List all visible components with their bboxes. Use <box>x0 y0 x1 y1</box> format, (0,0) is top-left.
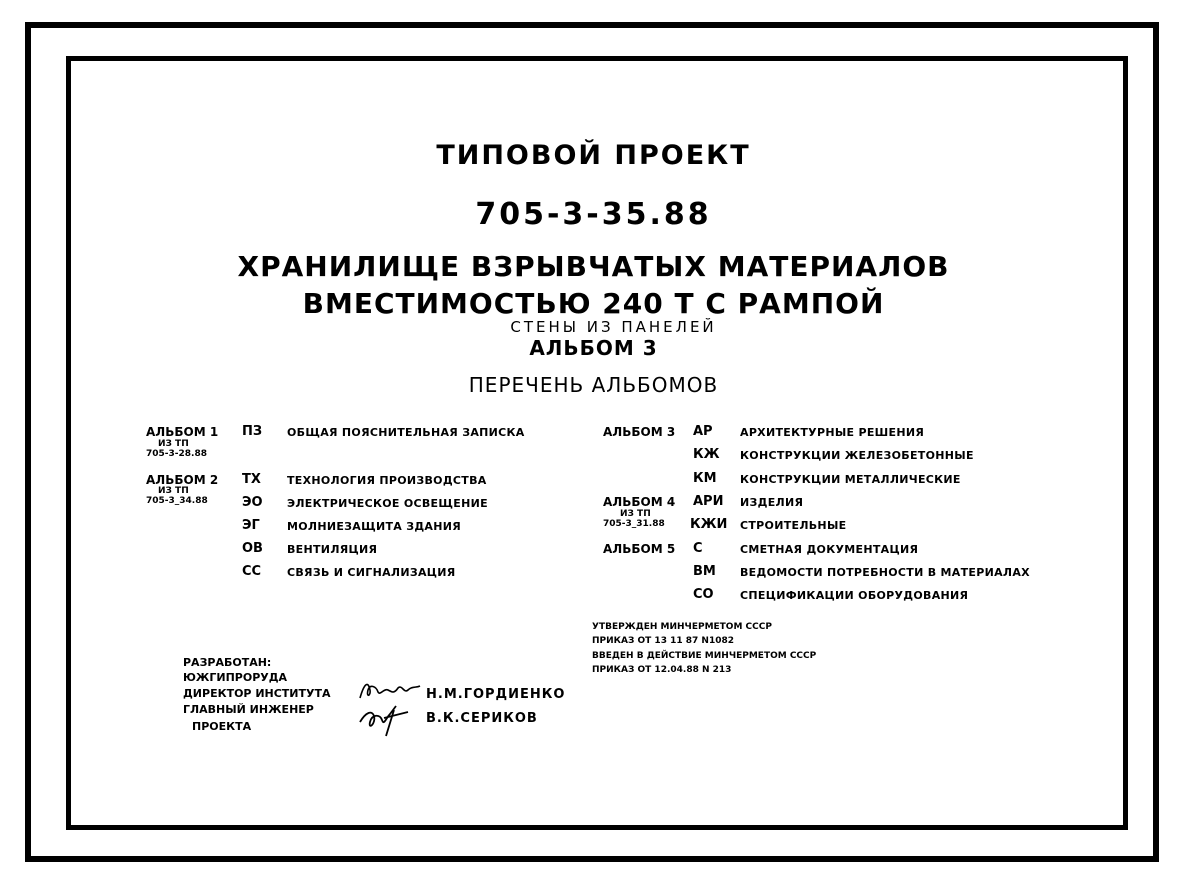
album-ref: 705-3-28.88 <box>146 449 207 459</box>
engineer-signature <box>356 702 412 738</box>
enactment-order: ПРИКАЗ ОТ 12.04.88 N 213 <box>592 665 732 675</box>
project-name-line2: ВМЕСТИМОСТЬЮ 240 Т С РАМПОЙ <box>302 287 885 320</box>
section-code: АР <box>693 424 713 439</box>
section-desc: СВЯЗЬ И СИГНАЛИЗАЦИЯ <box>287 566 456 579</box>
director-signature <box>358 676 424 704</box>
director-name: Н.М.ГОРДИЕНКО <box>426 687 566 702</box>
section-code: ОВ <box>242 541 263 556</box>
director-role: ДИРЕКТОР ИНСТИТУТА <box>183 687 331 700</box>
section-code: ТХ <box>242 472 261 487</box>
section-code: КЖИ <box>690 517 728 532</box>
section-desc: ИЗДЕЛИЯ <box>740 496 804 509</box>
section-desc: МОЛНИЕЗАЩИТА ЗДАНИЯ <box>287 520 462 533</box>
section-code: С <box>693 541 703 556</box>
album-ref: 705-3_31.88 <box>603 519 665 529</box>
section-code: АРИ <box>693 494 724 509</box>
section-code: СС <box>242 564 262 579</box>
section-desc: КОНСТРУКЦИИ МЕТАЛЛИЧЕСКИЕ <box>740 473 961 486</box>
developer-org: ЮЖГИПРОРУДА <box>183 671 288 684</box>
engineer-role-cont: ПРОЕКТА <box>192 720 252 733</box>
engineer-name: В.К.СЕРИКОВ <box>426 711 538 726</box>
approval-line: УТВЕРЖДЕН МИНЧЕРМЕТОМ СССР <box>592 622 772 632</box>
album-ref: 705-3_34.88 <box>146 496 208 506</box>
album-name: АЛЬБОМ 2 <box>146 473 219 487</box>
enactment-line: ВВЕДЕН В ДЕЙСТВИЕ МИНЧЕРМЕТОМ СССР <box>592 651 817 661</box>
section-desc: КОНСТРУКЦИИ ЖЕЛЕЗОБЕТОННЫЕ <box>740 449 974 462</box>
section-desc: АРХИТЕКТУРНЫЕ РЕШЕНИЯ <box>740 426 925 439</box>
section-code: ЭО <box>242 495 263 510</box>
section-desc: СПЕЦИФИКАЦИИ ОБОРУДОВАНИЯ <box>740 589 969 602</box>
section-desc: СТРОИТЕЛЬНЫЕ <box>740 519 847 532</box>
section-desc: ТЕХНОЛОГИЯ ПРОИЗВОДСТВА <box>287 474 487 487</box>
album-from: ИЗ ТП <box>620 509 651 519</box>
section-code: КМ <box>693 471 717 486</box>
section-desc: ЭЛЕКТРИЧЕСКОЕ ОСВЕЩЕНИЕ <box>287 497 488 510</box>
album-from: ИЗ ТП <box>158 486 189 496</box>
section-desc: СМЕТНАЯ ДОКУМЕНТАЦИЯ <box>740 543 919 556</box>
album-name: АЛЬБОМ 3 <box>603 425 676 439</box>
album-name: АЛЬБОМ 1 <box>146 425 219 439</box>
album-label: АЛЬБОМ 3 <box>529 336 658 360</box>
engineer-role: ГЛАВНЫЙ ИНЖЕНЕР <box>183 703 314 716</box>
album-list-heading: ПЕРЕЧЕНЬ АЛЬБОМОВ <box>468 373 719 397</box>
section-desc: ВЕНТИЛЯЦИЯ <box>287 543 378 556</box>
section-desc: ОБЩАЯ ПОЯСНИТЕЛЬНАЯ ЗАПИСКА <box>287 426 525 439</box>
section-code: ЭГ <box>242 518 260 533</box>
album-from: ИЗ ТП <box>158 439 189 449</box>
project-name-line1: ХРАНИЛИЩЕ ВЗРЫВЧАТЫХ МАТЕРИАЛОВ <box>237 250 950 283</box>
section-code: СО <box>693 587 714 602</box>
approval-order: ПРИКАЗ ОТ 13 11 87 N1082 <box>592 636 734 646</box>
section-code: ПЗ <box>242 424 263 439</box>
project-number: 705-3-35.88 <box>475 197 712 232</box>
project-type-title: ТИПОВОЙ ПРОЕКТ <box>436 140 751 171</box>
section-code: КЖ <box>693 447 720 462</box>
developer-label: РАЗРАБОТАН: <box>183 656 272 669</box>
album-name: АЛЬБОМ 5 <box>603 542 676 556</box>
album-name: АЛЬБОМ 4 <box>603 495 676 509</box>
section-code: ВМ <box>693 564 716 579</box>
section-desc: ВЕДОМОСТИ ПОТРЕБНОСТИ В МАТЕРИАЛАХ <box>740 566 1030 579</box>
project-subtitle: СТЕНЫ ИЗ ПАНЕЛЕЙ <box>510 318 717 336</box>
